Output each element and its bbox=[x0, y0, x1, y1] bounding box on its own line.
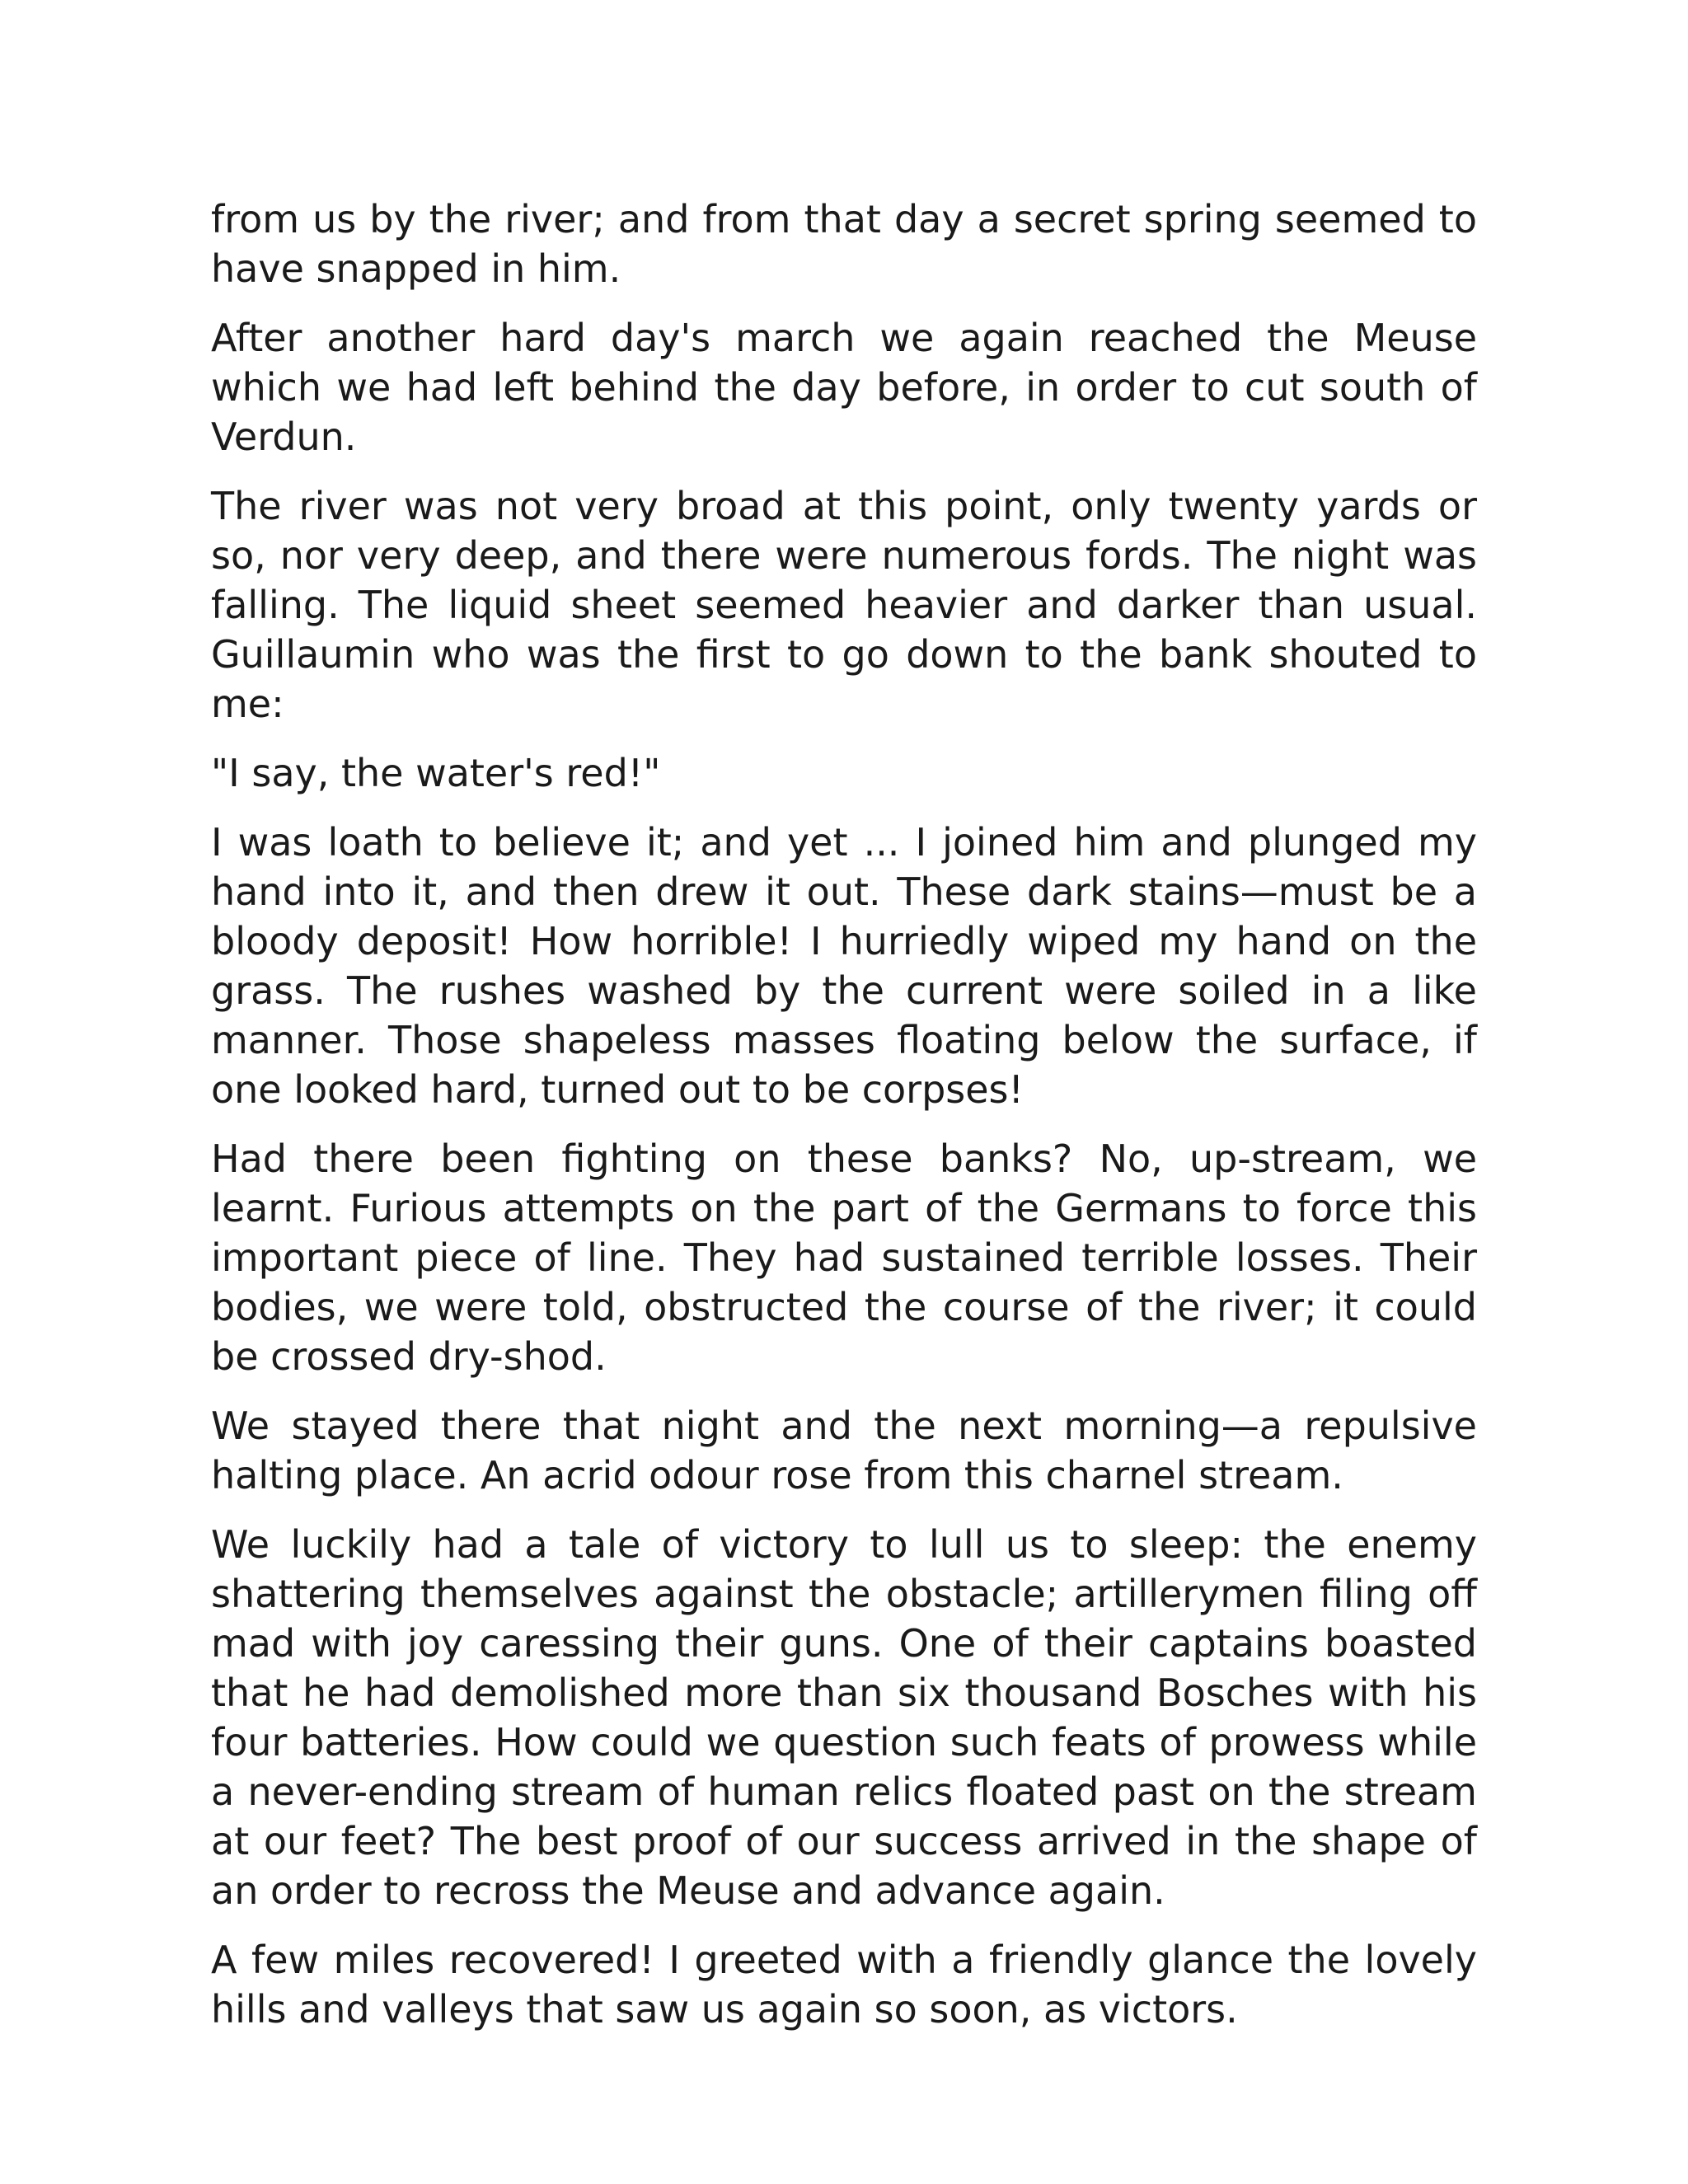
paragraph-3: The river was not very broad at this point, only twenty yards or so, nor very deep, and there were numerous fords. The night was falling. The liquid sheet seemed heavier and darker than usual. Guillaumin who was the first to go down to the bank shouted to me: bbox=[211, 484, 1477, 726]
paragraph-7: We stayed there that night and the next morning—a repulsive halting place. An acrid odour rose from this charnel stream. bbox=[211, 1404, 1477, 1497]
paragraph-2: After another hard day's march we again reached the Meuse which we had left behind the day before, in order to cut south of Verdun. bbox=[211, 316, 1477, 459]
paragraph-8: We luckily had a tale of victory to lull us to sleep: the enemy shattering themselves against the obstacle; artillerymen filing off mad with joy caressing their guns. One of their captains boasted that he had demolished more than six thousand Bosches with his four batteries. How could we question such feats of prowess while a never-ending stream of human relics floated past on the stream at our feet? The best proof of our success arrived in the shape of an order to recross the Meuse and advance again. bbox=[211, 1522, 1477, 1913]
paragraph-1: from us by the river; and from that day a secret spring seemed to have snapped in him. bbox=[211, 197, 1477, 291]
paragraph-6: Had there been fighting on these banks? No, up-stream, we learnt. Furious attempts on the part of the Germans to force this important piece of line. They had sustained terrible losses. Their bodies, we were told, obstructed the course of the river; it could be crossed dry-shod. bbox=[211, 1137, 1477, 1379]
paragraph-4: "I say, the water's red!" bbox=[211, 751, 661, 795]
paragraph-9: A few miles recovered! I greeted with a friendly glance the lovely hills and valleys that saw us again so soon, as victors. bbox=[211, 1938, 1477, 2032]
paragraph-5: I was loath to believe it; and yet ... I joined him and plunged my hand into it, and then drew it out. These dark stains—must be a bloody deposit! How horrible! I hurriedly wiped my hand on the grass. The rushes washed by the current were soiled in a like manner. Those shapeless masses floating below the surface, if one looked hard, turned out to be corpses! bbox=[211, 820, 1477, 1112]
document-page bbox=[211, 194, 1477, 2054]
